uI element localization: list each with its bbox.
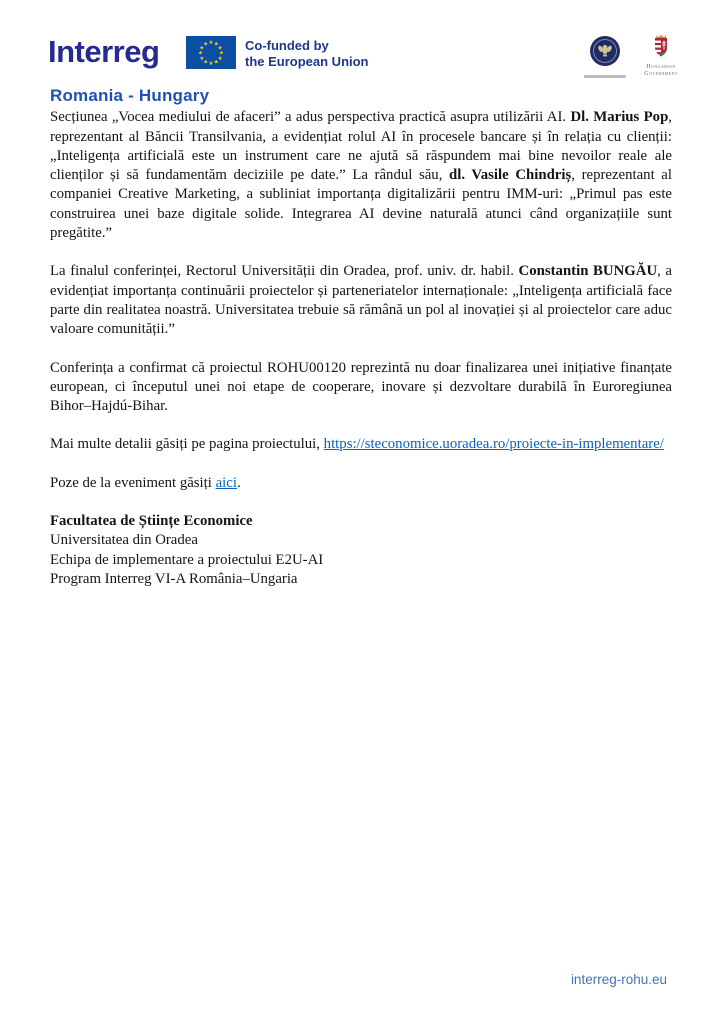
svg-text:★: ★ [203,59,209,66]
svg-text:★: ★ [203,41,209,48]
text-segment: . [236,474,241,491]
svg-text:★: ★ [208,61,214,67]
romanian-government-logo [583,36,627,78]
signature-line-team: Echipa de implementare a proiectului E2U-AI [50,551,324,568]
svg-text:★: ★ [219,50,224,57]
document-body [50,86,672,589]
svg-text:★: ★ [199,55,205,62]
hungarian-government-logo [639,33,683,77]
signature-line-program: Program Interreg VI-A România–Ungaria [50,570,298,587]
text-segment: Constantin BUNGĂU [518,263,658,280]
paragraph-business-voice [50,108,672,243]
paragraph-rector [50,262,672,339]
interreg-logo: Interreg [48,34,160,69]
text-segment: , a evidențiat importanța continuării proiectelor și parteneriatelor internaționale: „Inteligența artificială face parte din realitatea noastră. Universitatea trebuie să rămână un pol al inovației și al proiectelor care aduc valoare comunității.” [50,263,673,338]
romanian-government-seal-icon [590,36,620,66]
romanian-government-caption [584,75,626,78]
svg-text:★: ★ [213,59,219,66]
svg-text:★: ★ [208,40,214,46]
svg-text:★: ★ [217,55,223,62]
svg-text:★: ★ [199,45,205,52]
paragraph-photos-link [50,474,672,493]
page-title: Romania - Hungary [50,86,210,105]
hungarian-government-caption: Hungarian Government [644,64,678,77]
project-page-link[interactable]: https://steconomice.uoradea.ro/proiecte-in-implementare/ [323,436,664,453]
eu-cofunded-line1: Co-funded by [245,38,329,53]
signature-line-faculty: Facultatea de Științe Economice [50,513,253,530]
text-segment: Dl. Marius Pop [570,109,669,126]
eu-cofunded-text [245,38,369,70]
text-segment: Conferința a confirmat că proiectul ROHU00120 reprezintă nu doar finalizarea unei inițiative finanțate european, ci începutul unei noi etape de cooperare, inovare și dezvoltare durabilă în Euroregiunea Bihor–Hajdú-Bihar. [50,359,672,415]
text-segment: Secțiunea „Vocea mediului de afaceri” a adus perspectiva practică asupra utilizării AI. [50,109,571,126]
signature-line-university: Universitatea din Oradea [50,532,198,549]
eu-cofunded-line2: the European Union [245,54,369,69]
event-photos-link[interactable]: aici [215,474,237,491]
text-segment: , reprezentant al companiei Creative Marketing, a subliniat importanța digitalizării pentru IMM-uri: „Primul pas este construirea unei baze digitale solide. Integrarea AI devine naturală atunci când organizațiile sunt pregătite.” [50,167,672,242]
paragraph-conclusion [50,359,672,417]
svg-text:★: ★ [198,50,203,57]
paragraph-project-link [50,435,672,454]
text-segment: dl. Vasile Chindriș [449,167,572,184]
text-segment: , reprezentant al Băncii Transilvania, a evidențiat rolul AI în procesele bancare și în relația cu clienții: „Inteligența artificială este un instrument care ne ajută să răspundem mai bine nevoilor reale ale clienților și să fundamentăm deciziile pe date.” La rândul său, [50,109,672,184]
svg-text:★: ★ [213,41,219,48]
signature-block [50,512,672,589]
text-segment: Poze de la eveniment găsiți [50,474,216,491]
hungarian-government-arms-icon [653,33,669,57]
text-segment: Mai multe detalii găsiți pe pagina proiectului, [50,436,324,453]
text-segment: La finalul conferinței, Rectorul Universității din Oradea, prof. univ. dr. habil. [50,263,519,280]
eu-flag-icon [186,36,236,69]
svg-text:★: ★ [217,45,223,52]
footer-site-link[interactable]: interreg-rohu.eu [570,972,667,987]
